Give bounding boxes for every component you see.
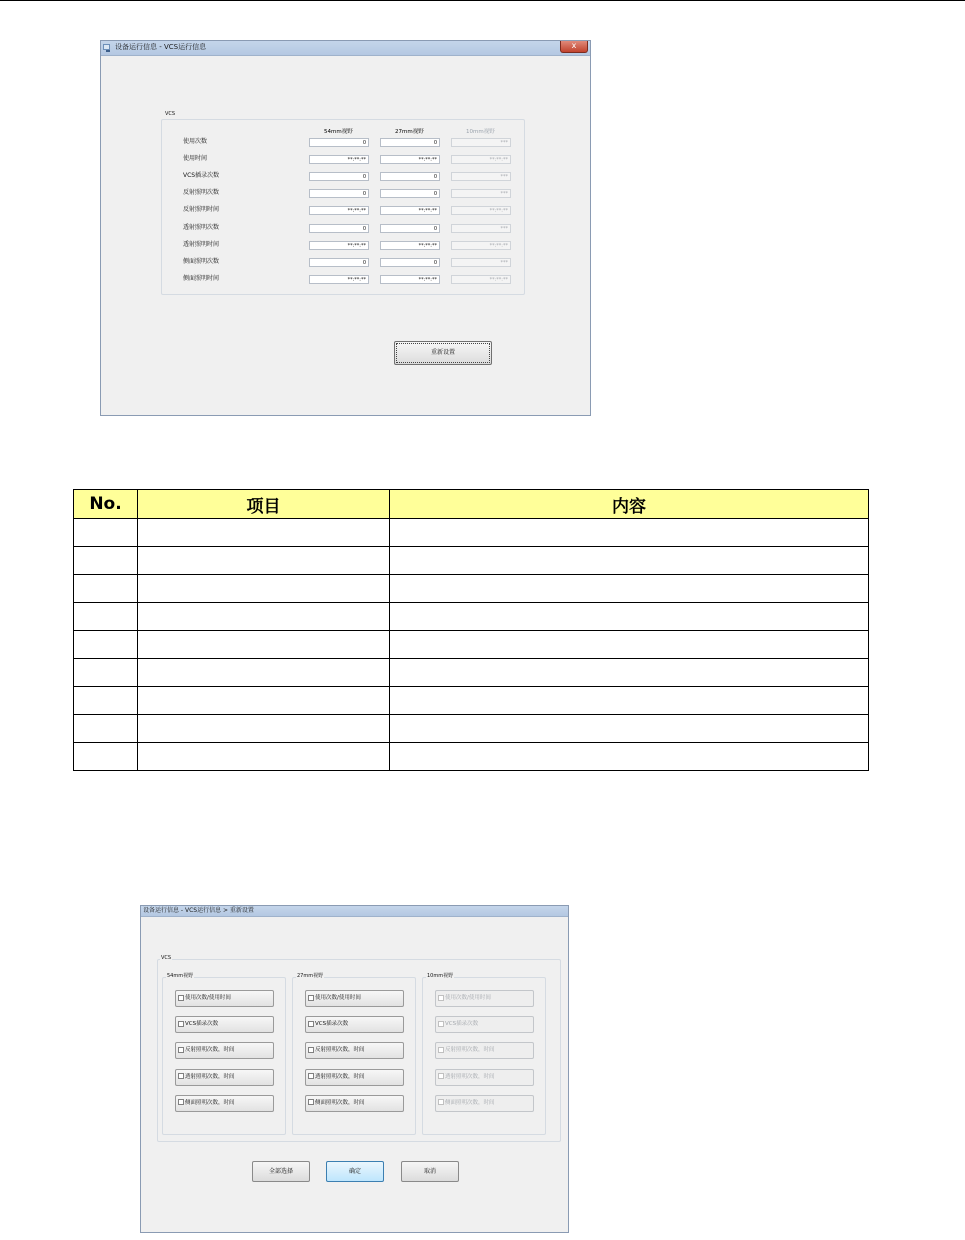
checkbox-label: 使用次数/使用时间 bbox=[445, 995, 491, 1001]
header-content: 内容 bbox=[390, 490, 869, 519]
table-cell bbox=[138, 743, 390, 771]
table-cell bbox=[390, 575, 869, 603]
value-field: **:**:** bbox=[451, 241, 511, 250]
column-header-54mm: 54mm视野 bbox=[324, 129, 353, 135]
window-client bbox=[144, 917, 565, 1229]
table-row bbox=[74, 659, 869, 687]
reset-option-checkbox[interactable] bbox=[305, 1042, 404, 1059]
checkbox-icon[interactable] bbox=[308, 1099, 314, 1105]
table-cell bbox=[390, 547, 869, 575]
vcs-group-label: VCS bbox=[165, 111, 176, 117]
checkbox-icon bbox=[438, 1047, 444, 1053]
value-field: 0 bbox=[380, 189, 440, 198]
row-label: 侧面照明时间 bbox=[183, 274, 220, 282]
checkbox-label: 透射照明次数，时间 bbox=[445, 1073, 495, 1080]
reset-option-checkbox[interactable] bbox=[305, 1016, 404, 1033]
column-header-27mm: 27mm视野 bbox=[395, 129, 424, 135]
value-field: *** bbox=[451, 224, 511, 233]
checkbox-icon[interactable] bbox=[308, 1073, 314, 1079]
ok-label: 确定 bbox=[348, 1168, 361, 1175]
close-button[interactable] bbox=[560, 41, 588, 53]
value-field: **:**:** bbox=[380, 241, 440, 250]
value-field: 0 bbox=[380, 138, 440, 147]
item-description-table bbox=[73, 489, 869, 771]
value-field: **:**:** bbox=[451, 206, 511, 215]
checkbox-label: 使用次数/使用时间 bbox=[185, 995, 231, 1001]
value-field: *** bbox=[451, 189, 511, 198]
checkbox-label: VCS插录次数 bbox=[185, 1021, 219, 1028]
reset-option-checkbox[interactable] bbox=[305, 990, 404, 1007]
value-field: **:**:** bbox=[309, 275, 369, 284]
table-cell bbox=[74, 743, 138, 771]
checkbox-icon bbox=[438, 1099, 444, 1105]
table-cell bbox=[74, 631, 138, 659]
value-field: **:**:** bbox=[380, 275, 440, 284]
reset-option-checkbox[interactable] bbox=[305, 1095, 404, 1112]
table-cell bbox=[390, 715, 869, 743]
checkbox-icon bbox=[438, 1073, 444, 1079]
checkbox-label: 透射照明次数，时间 bbox=[315, 1073, 365, 1080]
table-row bbox=[74, 743, 869, 771]
checkbox-icon[interactable] bbox=[178, 1099, 184, 1105]
reset-option-checkbox bbox=[435, 1069, 534, 1086]
row-label: 侧面照明次数 bbox=[183, 257, 220, 265]
cancel-button[interactable] bbox=[401, 1161, 459, 1182]
reset-option-checkbox bbox=[435, 1042, 534, 1059]
table-cell bbox=[390, 743, 869, 771]
table-body bbox=[74, 519, 869, 771]
checkbox-icon[interactable] bbox=[178, 1047, 184, 1053]
table-cell bbox=[138, 715, 390, 743]
close-icon: x bbox=[571, 41, 577, 50]
app-icon bbox=[103, 43, 112, 52]
cancel-label: 取消 bbox=[423, 1168, 436, 1175]
table-cell bbox=[138, 659, 390, 687]
window-client bbox=[104, 56, 587, 412]
checkbox-icon[interactable] bbox=[308, 1021, 314, 1027]
reset-option-checkbox[interactable] bbox=[175, 1042, 274, 1059]
value-field: 0 bbox=[309, 258, 369, 267]
table-cell bbox=[390, 519, 869, 547]
table-cell bbox=[74, 603, 138, 631]
table-cell bbox=[138, 547, 390, 575]
reset-option-checkbox bbox=[435, 1016, 534, 1033]
table-row bbox=[74, 519, 869, 547]
column-header-10mm: 10mm视野 bbox=[466, 129, 495, 135]
table-cell bbox=[74, 575, 138, 603]
row-label: 透射照明次数 bbox=[183, 223, 220, 231]
checkbox-icon[interactable] bbox=[308, 995, 314, 1001]
checkbox-label: 使用次数/使用时间 bbox=[315, 995, 361, 1001]
table-row bbox=[74, 603, 869, 631]
ok-button[interactable] bbox=[326, 1161, 384, 1182]
reset-settings-window bbox=[140, 905, 569, 1233]
reset-option-checkbox bbox=[435, 990, 534, 1007]
fov-panel-label: 27mm视野 bbox=[297, 973, 324, 979]
reset-option-checkbox bbox=[435, 1095, 534, 1112]
table-cell bbox=[138, 687, 390, 715]
value-field: **:**:** bbox=[380, 206, 440, 215]
row-label: 使用次数 bbox=[183, 138, 208, 145]
checkbox-label: 反射照明次数，时间 bbox=[315, 1047, 365, 1054]
vcs-group-label: VCS bbox=[161, 955, 172, 961]
window-titlebar[interactable] bbox=[141, 906, 568, 917]
window-title: 设备运行信息 - VCS运行信息 bbox=[115, 43, 207, 51]
table-cell bbox=[390, 687, 869, 715]
page-top-rule bbox=[0, 0, 965, 1]
table-cell bbox=[74, 687, 138, 715]
checkbox-icon[interactable] bbox=[308, 1047, 314, 1053]
reset-option-checkbox[interactable] bbox=[175, 1069, 274, 1086]
table-row bbox=[74, 575, 869, 603]
table-row bbox=[74, 687, 869, 715]
row-label: 反射照明次数 bbox=[183, 189, 220, 197]
checkbox-icon[interactable] bbox=[178, 995, 184, 1001]
value-field: 0 bbox=[309, 138, 369, 147]
row-label: VCS插录次数 bbox=[183, 172, 220, 180]
checkbox-label: 侧面照明次数，时间 bbox=[315, 1099, 365, 1106]
value-field: **:**:** bbox=[309, 155, 369, 164]
value-field: **:**:** bbox=[380, 155, 440, 164]
value-field: 0 bbox=[309, 224, 369, 233]
select-all-button[interactable] bbox=[252, 1161, 310, 1182]
table-header-row bbox=[74, 490, 869, 519]
table-cell bbox=[138, 575, 390, 603]
checkbox-label: 侧面照明次数，时间 bbox=[445, 1099, 495, 1106]
value-field: **:**:** bbox=[309, 241, 369, 250]
checkbox-icon bbox=[438, 1021, 444, 1027]
checkbox-label: VCS插录次数 bbox=[445, 1021, 479, 1028]
value-field: **:**:** bbox=[309, 206, 369, 215]
checkbox-icon[interactable] bbox=[178, 1073, 184, 1079]
value-field: **:**:** bbox=[451, 155, 511, 164]
table-cell bbox=[138, 631, 390, 659]
table-cell bbox=[74, 715, 138, 743]
table-cell bbox=[138, 603, 390, 631]
fov-panel-label: 10mm视野 bbox=[427, 973, 454, 979]
value-field: *** bbox=[451, 172, 511, 181]
table-cell bbox=[390, 631, 869, 659]
row-label: 使用时间 bbox=[183, 155, 208, 163]
table-cell bbox=[74, 547, 138, 575]
table-row bbox=[74, 547, 869, 575]
reset-option-checkbox[interactable] bbox=[175, 1095, 274, 1112]
reset-option-checkbox[interactable] bbox=[175, 1016, 274, 1033]
checkbox-label: 透射照明次数，时间 bbox=[185, 1073, 235, 1080]
value-field: 0 bbox=[380, 258, 440, 267]
value-field: *** bbox=[451, 138, 511, 147]
reset-button-label: 重新设置 bbox=[430, 349, 455, 356]
row-label: 反射照明时间 bbox=[183, 206, 220, 214]
reset-option-checkbox[interactable] bbox=[305, 1069, 404, 1086]
row-label: 透射照明时间 bbox=[183, 240, 220, 248]
table-cell bbox=[138, 519, 390, 547]
checkbox-icon[interactable] bbox=[178, 1021, 184, 1027]
table-row bbox=[74, 631, 869, 659]
value-field: **:**:** bbox=[451, 275, 511, 284]
value-field: 0 bbox=[309, 172, 369, 181]
checkbox-icon bbox=[438, 995, 444, 1001]
table-row bbox=[74, 715, 869, 743]
value-field: *** bbox=[451, 258, 511, 267]
table-cell bbox=[74, 659, 138, 687]
fov-panel-label: 54mm视野 bbox=[167, 973, 194, 979]
checkbox-label: VCS插录次数 bbox=[315, 1021, 349, 1028]
table-cell bbox=[74, 519, 138, 547]
checkbox-label: 侧面照明次数，时间 bbox=[185, 1099, 235, 1106]
window-titlebar[interactable] bbox=[101, 41, 590, 56]
window-title: 设备运行信息 - VCS运行信息 > 重新设置 bbox=[143, 907, 254, 914]
table-cell bbox=[390, 659, 869, 687]
checkbox-label: 反射照明次数，时间 bbox=[445, 1047, 495, 1054]
reset-button[interactable] bbox=[394, 341, 492, 365]
select-all-label: 全部选择 bbox=[268, 1168, 293, 1175]
vcs-run-info-window bbox=[100, 40, 591, 416]
value-field: 0 bbox=[380, 172, 440, 181]
reset-option-checkbox[interactable] bbox=[175, 990, 274, 1007]
checkbox-label: 反射照明次数，时间 bbox=[185, 1047, 235, 1054]
header-item: 项目 bbox=[138, 490, 390, 519]
table-cell bbox=[390, 603, 869, 631]
header-no: No. bbox=[74, 490, 138, 519]
value-field: 0 bbox=[309, 189, 369, 198]
value-field: 0 bbox=[380, 224, 440, 233]
